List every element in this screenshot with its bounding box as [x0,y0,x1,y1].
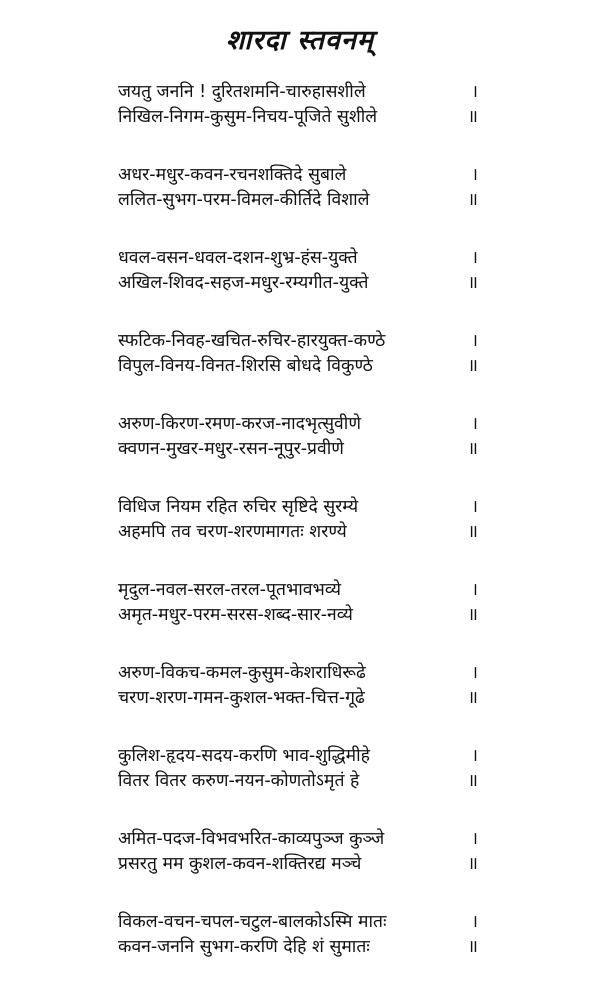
verse-line-text: अरुण-विकच-कमल-कुसुम-केशराधिरूढे [118,663,366,683]
verse-line [118,769,478,794]
verse-line-text: जयतु जननि ! दुरितशमनि-चारुहासशीले [118,82,366,102]
verse-line-end-mark: ॥ [467,355,478,376]
verse-line [118,437,478,462]
verse-line-end-mark: ॥ [467,189,478,210]
verse-line-end-mark: । [471,414,478,434]
verse-line-text: कवन-जननि सुभग-करणि देहि शं सुमातः [118,936,370,957]
verse-stanza [118,744,478,793]
verse-line [118,354,478,379]
page-title: शारदा स्तवनम् [225,25,375,56]
verse-line-text: अमित-पदज-विभवभरित-काव्यपुञ्ज कुञ्जे [118,829,385,849]
verse-line-end-mark: ॥ [467,604,478,625]
verse-line-text: निखिल-निगम-कुसुम-निचय-पूजिते सुशीले [118,106,378,127]
verse-line-text: अहमपि तव चरण-शरणमागतः शरण्ये [118,521,347,542]
verse-line [118,852,478,877]
verse-line [118,910,478,935]
verse-line [118,827,478,852]
verse-line-end-mark: । [471,82,478,102]
verse-line-end-mark: । [471,829,478,849]
verse-line [118,412,478,437]
verse-line-text: कुलिश-हृदय-सदय-करणि भाव-शुद्धिमीहे [118,746,370,766]
verse-line-end-mark: । [471,331,478,351]
verse-line-text: अरुण-किरण-रमण-करज-नादभृत्सुवीणे [118,414,361,434]
verse-line-end-mark: । [471,746,478,766]
verse-line-end-mark: ॥ [467,687,478,708]
verse-line [118,935,478,960]
verse-line-text: चरण-शरण-गमन-कुशल-भक्त-चित्त-गूढे [118,687,365,708]
verse-line-end-mark: ॥ [467,272,478,293]
verse-line-text: विकल-वचन-चपल-चटुल-बालकोऽस्मि मातः [118,912,387,932]
verse-line-end-mark: ॥ [467,438,478,459]
verse-line [118,520,478,545]
verse-stanza [118,246,478,295]
verse-line-end-mark: । [471,580,478,600]
verse-line-end-mark: ॥ [467,936,478,957]
verse-line [118,744,478,769]
verse-line [118,246,478,271]
verse-line [118,603,478,628]
verse-stanza [118,661,478,710]
verse-line-end-mark: । [471,912,478,932]
verse-line-text: प्रसरतु मम कुशल-कवन-शक्तिरद्य मञ्चे [118,853,362,874]
verse-line [118,271,478,296]
verse-stanza [118,329,478,378]
verse-stanza [118,578,478,627]
verse-stanza [118,495,478,544]
verse-line [118,661,478,686]
verse-line-text: विपुल-विनय-विनत-शिरसि बोधदे विकुण्ठे [118,355,373,376]
verse-line-text: धवल-वसन-धवल-दशन-शुभ्र-हंस-युक्ते [118,248,358,268]
verse-line [118,495,478,520]
verse-line-text: विधिज नियम रहित रुचिर सृष्टिदे सुरम्ये [118,497,359,517]
verse-line-end-mark: । [471,248,478,268]
verse-line [118,329,478,354]
verse-stanza [118,412,478,461]
verse-line-text: अधर-मधुर-कवन-रचनशक्तिदे सुबाले [118,165,347,185]
verse-line-text: अखिल-शिवद-सहज-मधुर-रम्यगीत-युक्ते [118,272,369,293]
verse-stanza [118,163,478,212]
verse-line [118,105,478,130]
verse-line-end-mark: । [471,663,478,683]
verse-line-end-mark: ॥ [467,106,478,127]
verse-line-text: मृदुल-नवल-सरल-तरल-पूतभावभव्ये [118,580,341,600]
verse-line [118,163,478,188]
verse-line-text: अमृत-मधुर-परम-सरस-शब्द-सार-नव्ये [118,604,353,625]
verse-line-end-mark: । [471,497,478,517]
verse-line-end-mark: । [471,165,478,185]
verse-stanza [118,80,478,129]
verse-line-text: ललित-सुभग-परम-विमल-कीर्तिदे विशाले [118,189,370,210]
verse-line [118,686,478,711]
verse-line-end-mark: ॥ [467,853,478,874]
verse-line-text: वितर वितर करुण-नयन-कोणतोऽमृतं हे [118,770,360,791]
verse-stanza [118,827,478,876]
verse-stanza [118,910,478,959]
verse-line [118,188,478,213]
verse-list [118,80,478,993]
verse-line-end-mark: ॥ [467,770,478,791]
verse-line-text: स्फटिक-निवह-खचित-रुचिर-हारयुक्त-कण्ठे [118,331,386,351]
verse-line [118,578,478,603]
verse-line-end-mark: ॥ [467,521,478,542]
verse-line [118,80,478,105]
verse-line-text: क्वणन-मुखर-मधुर-रसन-नूपुर-प्रवीणे [118,438,344,459]
